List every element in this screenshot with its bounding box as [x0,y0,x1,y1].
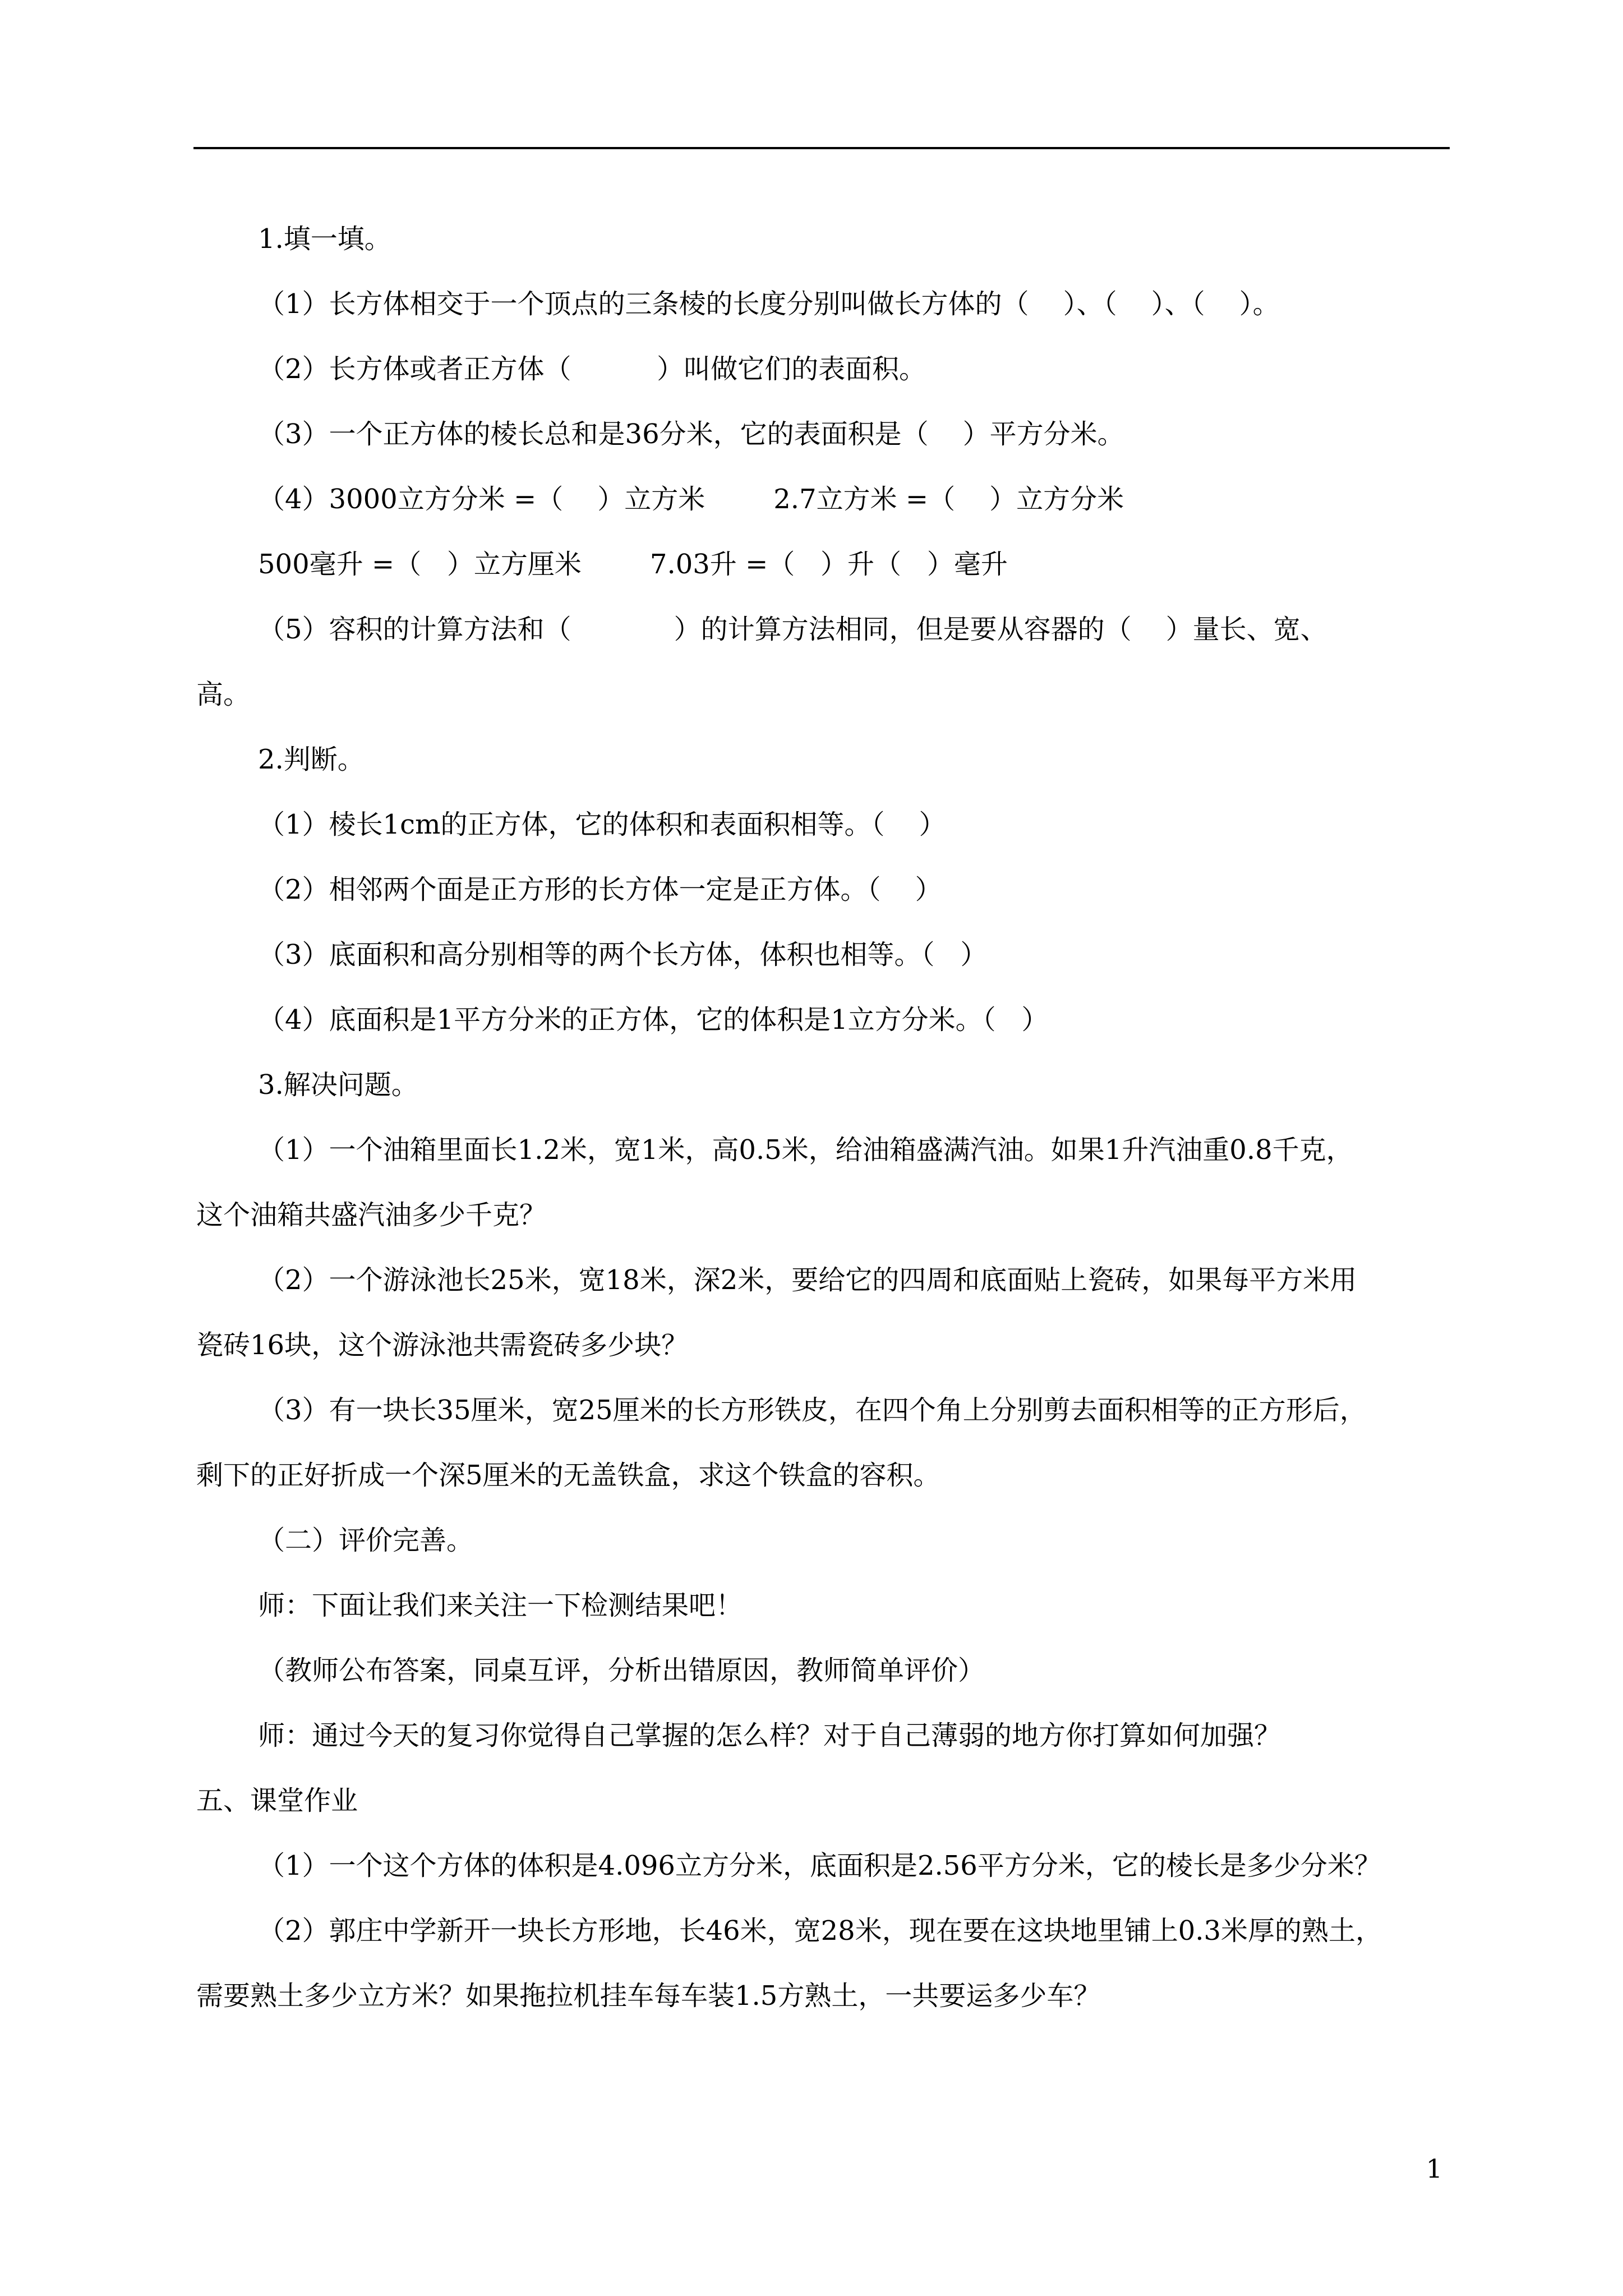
fill-item-1: （1）长方体相交于一个顶点的三条棱的长度分别叫做长方体的（ ）、（ ）、（ ）。 [258,288,1280,320]
homework-2: （2）郭庄中学新开一块长方形地，长46米，宽28米，现在要在这块地里铺上0.3米厚的熟土， [258,1915,1383,1947]
problem-2: （2）一个游泳池长25米，宽18米，深2米，要给它的四周和底面贴上瓷砖，如果每平方米用 [258,1264,1357,1296]
fill-item-4-continued: 500毫升 =（ ）立方厘米 7.03升 =（ ）升（ ）毫升 [258,549,1008,580]
judge-item-2: （2）相邻两个面是正方形的长方体一定是正方体。（ ） [258,874,942,905]
problem-1: （1）一个油箱里面长1.2米，宽1米，高0.5米，给油箱盛满汽油。如果1升汽油重0.8千克， [258,1134,1353,1166]
section-1-title: 1.填一填。 [258,223,391,255]
judge-item-1: （1）棱长1cm的正方体，它的体积和表面积相等。（ ） [258,809,946,840]
homework-1: （1）一个这个方体的体积是4.096立方分米，底面积是2.56平方分米，它的棱长是多少分米？ [258,1850,1381,1881]
header-rule [193,147,1450,149]
document-body [196,206,1453,2028]
teacher-note: （教师公布答案，同桌互评，分析出错原因，教师简单评价） [258,1655,985,1686]
teacher-line-2: 师：通过今天的复习你觉得自己掌握的怎么样？对于自己薄弱的地方你打算如何加强？ [258,1720,1281,1751]
judge-item-3: （3）底面积和高分别相等的两个长方体，体积也相等。（ ） [258,939,988,970]
fill-item-5: （5）容积的计算方法和（ ）的计算方法相同，但是要从容器的（ ）量长、宽、 [258,614,1327,645]
problem-2-continued: 瓷砖16块，这个游泳池共需瓷砖多少块？ [196,1329,689,1361]
problem-1-continued: 这个油箱共盛汽油多少千克？ [196,1199,547,1231]
homework-2-continued: 需要熟土多少立方米？如果拖拉机挂车每车装1.5方熟土，一共要运多少车？ [196,1980,1101,2012]
problem-3-continued: 剩下的正好折成一个深5厘米的无盖铁盒，求这个铁盒的容积。 [196,1460,940,1491]
section-5-title: 五、课堂作业 [196,1785,358,1816]
judge-item-4: （4）底面积是1平方分米的正方体，它的体积是1立方分米。（ ） [258,1004,1049,1036]
page-number: 1 [1426,2154,1442,2184]
section-3-title: 3.解决问题。 [258,1069,418,1101]
fill-item-4: （4）3000立方分米 =（ ）立方米 2.7立方米 =（ ）立方分米 [258,484,1124,515]
problem-3: （3）有一块长35厘米，宽25厘米的长方形铁皮，在四个角上分别剪去面积相等的正方形后， [258,1395,1367,1426]
fill-item-3: （3）一个正方体的棱长总和是36分米，它的表面积是（ ）平方分米。 [258,418,1124,450]
section-2-title: 2.判断。 [258,744,365,775]
teacher-line-1: 师：下面让我们来关注一下检测结果吧！ [258,1590,743,1621]
fill-item-2: （2）长方体或者正方体（ ）叫做它们的表面积。 [258,353,926,385]
fill-item-5-continued: 高。 [196,679,251,710]
evaluation-heading: （二）评价完善。 [258,1525,474,1556]
